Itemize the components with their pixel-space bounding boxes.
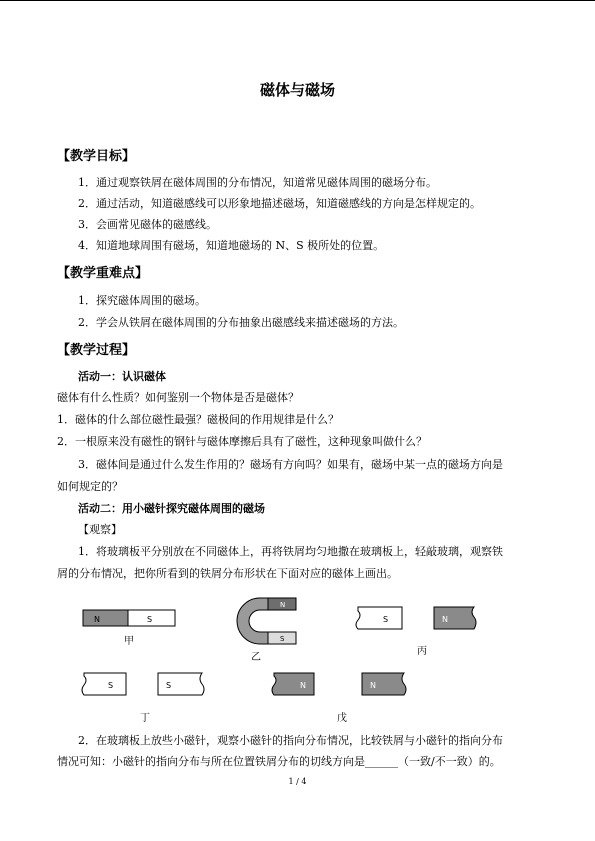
goal-item-1: 1．通过观察铁屑在磁体周围的分布情况，知道常见磁体周围的磁场分布。: [78, 176, 437, 189]
figure-jia-s-label: S: [147, 615, 153, 624]
figure-jia-caption: 甲: [124, 636, 134, 647]
activity2-para1-line1: 1．将玻璃板平分别放在不同磁体上，再将铁屑均匀地撒在玻璃板上，轻敲玻璃，观察铁: [78, 545, 503, 558]
keypoint-item-1: 1．探究磁体周围的磁场。: [78, 294, 206, 307]
activity2-para2-line2: 情况可知：小磁针的指向分布与所在位置铁屑分布的切线方向是______（一致/不一致）的。: [57, 755, 501, 768]
section-goals-heading: 【教学目标】: [57, 149, 136, 164]
goal-item-4: 4．知道地球周围有磁场，知道地磁场的 N、S 极所处的位置。: [78, 239, 385, 252]
section-keypoints-heading: 【教学重难点】: [57, 266, 149, 281]
figure-jia-bar-magnet: [83, 610, 175, 626]
section-process-heading: 【教学过程】: [57, 343, 136, 358]
activity1-intro: 磁体有什么性质？如何鉴别一个物体是否是磁体？: [57, 391, 299, 404]
goal-item-3: 3．会画常见磁体的磁感线。: [78, 218, 217, 231]
figure-ding-caption: 丁: [140, 713, 150, 724]
figure-yi-n-label: N: [280, 601, 286, 609]
figure-wu-n1-label: N: [300, 681, 306, 690]
page-number: 1 / 4: [288, 777, 307, 786]
figure-bing-n-label: N: [442, 615, 448, 624]
goal-item-2: 2．通过活动，知道磁感线可以形象地描述磁场，知道磁感线的方向是怎样规定的。: [78, 197, 481, 210]
activity1-question-2: 2．一根原来没有磁性的钢针与磁体摩擦后具有了磁性，这种现象叫做什么？: [57, 435, 427, 448]
activity2-para1-line2: 屑的分布情况，把你所看到的铁屑分布形状在下面对应的磁体上画出。: [57, 567, 398, 580]
activity1-question-3-line1: 3．磁体间是通过什么发生作用的？磁场有方向吗？如果有，磁场中某一点的磁场方向是: [78, 458, 503, 471]
activity2-observe-label: 【观察】: [78, 523, 122, 536]
figure-yi-caption: 乙: [251, 652, 261, 663]
figure-yi-s-label: S: [280, 635, 285, 643]
figure-yi-u-magnet: [237, 598, 296, 644]
activity1-heading: 活动一：认识磁体: [78, 370, 166, 383]
keypoint-item-2: 2．学会从铁屑在磁体周围的分布抽象出磁感线来描述磁场的方法。: [78, 316, 404, 329]
figure-wu-n2-label: N: [370, 681, 376, 690]
figure-wu-magnet-ends: [272, 673, 406, 695]
figure-ding-s2-label: S: [166, 681, 172, 690]
figure-wu-caption: 戊: [337, 713, 347, 724]
figure-ding-s1-label: S: [108, 681, 114, 690]
figure-bing-s-label: S: [383, 615, 389, 624]
activity1-question-3-line2: 如何规定的？: [57, 480, 123, 493]
figure-ding-magnet-ends: [82, 673, 204, 695]
figure-jia-n-label: N: [94, 615, 100, 624]
activity1-question-1: 1．磁体的什么部位磁性最强？磁极间的作用规律是什么？: [57, 413, 339, 426]
activity2-heading: 活动二：用小磁针探究磁体周围的磁场: [78, 502, 265, 515]
figure-bing-magnet-ends: [356, 607, 476, 629]
activity2-para2-line1: 2．在玻璃板上放些小磁针，观察小磁针的指向分布情况，比较铁屑与小磁针的指向分布: [78, 734, 503, 747]
page-title: 磁体与磁场: [259, 81, 335, 99]
figure-bing-caption: 丙: [417, 646, 427, 657]
